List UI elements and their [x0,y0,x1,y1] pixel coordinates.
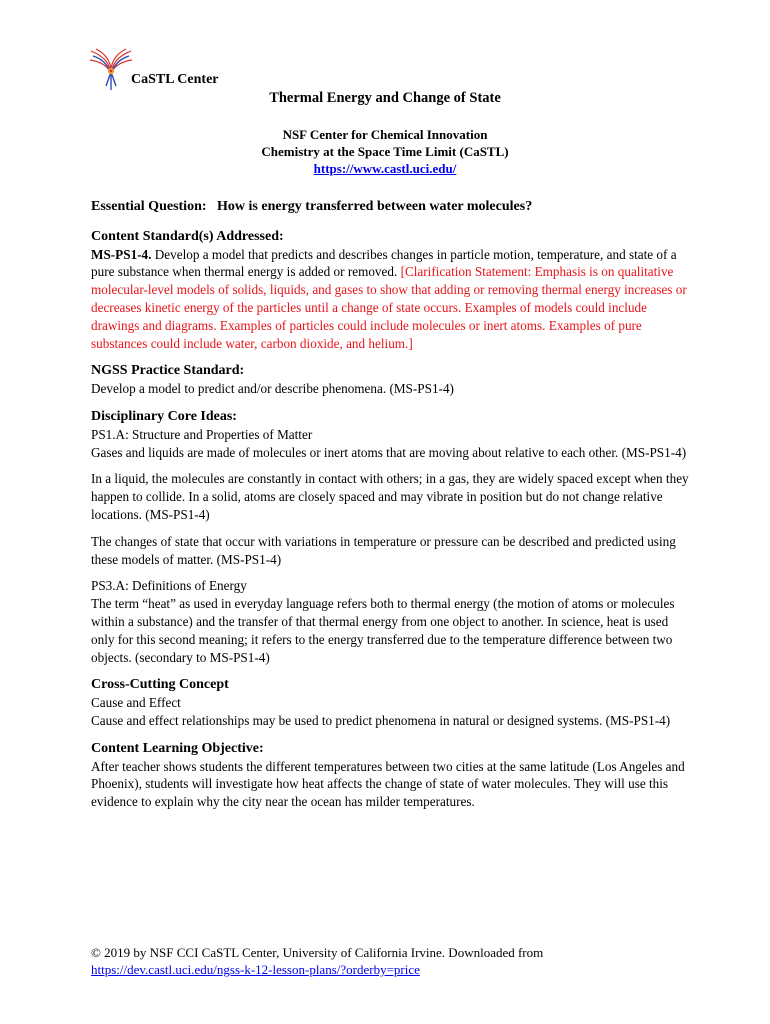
center-line-2: Chemistry at the Space Time Limit (CaSTL) [261,144,509,159]
crosscutting-sub: Cause and Effect [91,695,181,711]
content-standards-heading: Content Standard(s) Addressed: [91,228,284,244]
footer-copyright: © 2019 by NSF CCI CaSTL Center, University of California Irvine. Downloaded from [91,945,544,960]
dci-paragraph: In a liquid, the molecules are constantly in contact with others; in a gas, they are widely spaced except when they happen to collide. In a solid, atoms are closely spaced and may vibrate in position but do not change relative locations. (MS-PS1-4) [91,471,689,522]
dci-paragraph: The changes of state that occur with variations in temperature or pressure can be described and predicted using these models of matter. (MS-PS1-4) [91,533,676,567]
lesson-content [91,198,691,811]
castl-logo-icon [88,46,134,92]
page-title: Thermal Energy and Change of State [269,90,501,106]
center-url-link[interactable]: https://www.castl.uci.edu/ [313,161,457,176]
clarification-statement: [Clarification Statement: Emphasis is on qualitative molecular-level models of solids, liquids, and gases to show that adding or removing thermal energy increases or decreases kinetic energy of the particles until a change of state occurs. Examples of models could include drawings and diagrams. Examples of particles could include molecules or inert atoms. Examples of pure substances could include water, carbon dioxide, and helium.] [91,264,687,351]
content-standards-text: MS-PS1-4. Develop a model that predicts and describes changes in particle motion, temperature, and state of a pure substance when thermal energy is added or removed. [Clarification Statement: Emphasis is on qualitative molecular-level models of solids, liquids, and gases to show that adding or removing thermal energy increases or decreases kinetic energy of the particles until a change of state occurs. Examples of models could include drawings and diagrams. Examples of particles could include molecules or inert atoms. Examples of pure substances could include water, carbon dioxide, and helium.] [91,246,687,351]
org-name: CaSTL Center [131,72,219,87]
practice-text: Develop a model to predict and/or describe phenomena. (MS-PS1-4) [91,381,454,397]
dci-sub-ps3a: PS3.A: Definitions of Energy [91,578,247,594]
crosscutting-heading: Cross-Cutting Concept [91,677,229,693]
center-line-1: NSF Center for Chemical Innovation [282,127,488,142]
objective-text: After teacher shows students the different temperatures between two cities at the same latitude (Los Angeles and Phoenix), students will investigate how heat affects the change of state of water molecules. They will use this evidence to explain why the city near the ocean has milder temperatures. [91,758,685,810]
crosscutting-text: Cause and effect relationships may be used to predict phenomena in natural or designed systems. (MS-PS1-4) [91,712,671,728]
dci-sub-ps1a: PS1.A: Structure and Properties of Matter [91,426,313,442]
dci-paragraph: The term “heat” as used in everyday language refers both to thermal energy (the motion of atoms or molecules within a substance) and the transfer of that thermal energy from one object to another. In science, heat is used only for this second meaning; it refers to the energy transferred due to the temperature difference between two objects. (secondary to MS-PS1-4) [91,596,675,665]
center-info [0,126,770,177]
essential-question: Essential Question: How is energy transferred between water molecules? [91,199,533,214]
objective-heading: Content Learning Objective: [91,740,264,756]
dci-paragraph: Gases and liquids are made of molecules or inert atoms that are moving about relative to each other. (MS-PS1-4) [91,444,687,460]
dci-heading: Disciplinary Core Ideas: [91,408,237,424]
footer-link[interactable]: https://dev.castl.uci.edu/ngss-k-12-lesson-plans/?orderby=price [91,962,420,977]
footer [91,944,711,978]
practice-heading: NGSS Practice Standard: [91,363,245,379]
